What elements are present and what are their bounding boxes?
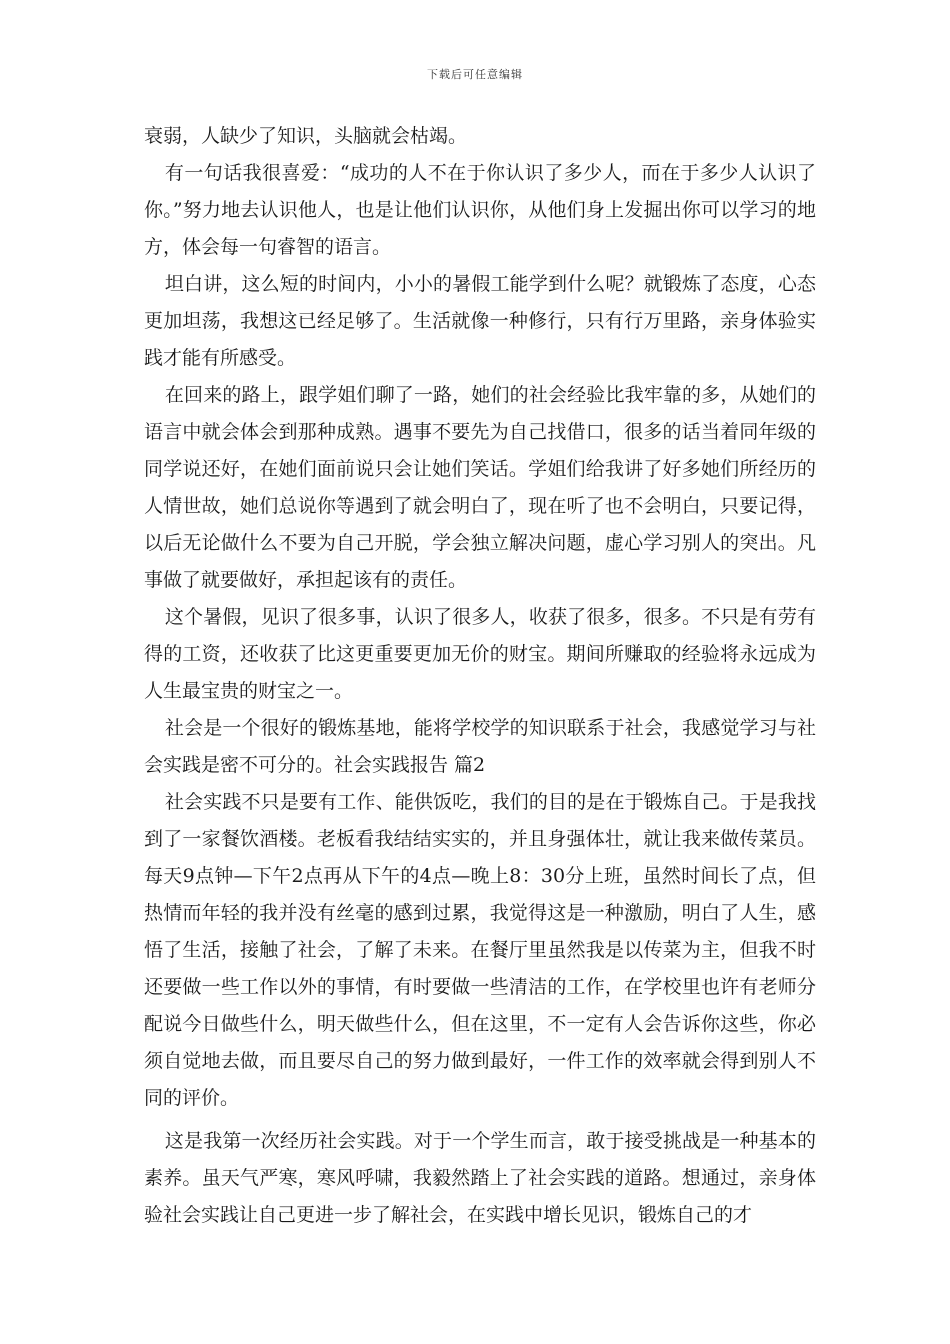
page-header: 下载后可任意编辑 bbox=[427, 68, 523, 81]
paragraph-3: 坦白讲，这么短的时间内，小小的暑假工能学到什么呢？就锻炼了态度，心态更加坦荡，我想这已经足够了。生活就像一种修行，只有行万里路，亲身体验实践才能有所感受。 bbox=[144, 273, 816, 369]
paragraph-1: 衰弱，人缺少了知识，头脑就会枯竭。 bbox=[144, 125, 468, 147]
paragraph-7: 社会实践不只是要有工作、能供饭吃，我们的目的是在于锻炼自己。于是我找到了一家餐饮酒楼。老板看我结结实实的，并且身强体壮，就让我来做传菜员。每天9点钟—下午2点再从下午的4点—晚上8：30分上班，虽然时间长了点，但热情而年轻的我并没有丝毫的感到过累，我觉得这是一种激励，明白了人生，感悟了生活，接触了社会，了解了未来。在餐厅里虽然我是以传菜为主，但我不时还要做一些工作以外的事情，有时要做一些清洁的工作，在学校里也许有老师分配说今日做些什么，明天做些什么，但在这里，不一定有人会告诉你这些，你必须自觉地去做，而且要尽自己的努力做到最好，一件工作的效率就会得到别人不同的评价。 bbox=[144, 791, 816, 1109]
paragraph-5: 这个暑假，见识了很多事，认识了很多人，收获了很多，很多。不只是有劳有得的工资，还收获了比这更重要更加无价的财宝。期间所赚取的经验将永远成为人生最宝贵的财宝之一。 bbox=[144, 606, 816, 702]
paragraph-2: 有一句话我很喜爱：“成功的人不在于你认识了多少人，而在于多少人认识了你。”努力地去认识他人，也是让他们认识你，从他们身上发掘出你可以学习的地方，体会每一句睿智的语言。 bbox=[144, 162, 816, 258]
paragraph-6: 社会是一个很好的锻炼基地，能将学校学的知识联系于社会，我感觉学习与社会实践是密不可分的。社会实践报告 篇2 bbox=[144, 717, 816, 776]
paragraph-4: 在回来的路上，跟学姐们聊了一路，她们的社会经验比我牢靠的多，从她们的语言中就会体会到那种成熟。遇事不要先为自己找借口，很多的话当着同年级的同学说还好，在她们面前说只会让她们笑话。学姐们给我讲了好多她们所经历的人情世故，她们总说你等遇到了就会明白了，现在听了也不会明白，只要记得，以后无论做什么不要为自己开脱，学会独立解决问题，虚心学习别人的突出。凡事做了就要做好，承担起该有的责任。 bbox=[144, 384, 816, 591]
paragraph-8: 这是我第一次经历社会实践。对于一个学生而言，敢于接受挑战是一种基本的素养。虽天气严寒，寒风呼啸，我毅然踏上了社会实践的道路。想通过，亲身体验社会实践让自己更进一步了解社会，在实践中增长见识，锻炼自己的才 bbox=[144, 1130, 816, 1226]
document-body bbox=[144, 118, 816, 1234]
